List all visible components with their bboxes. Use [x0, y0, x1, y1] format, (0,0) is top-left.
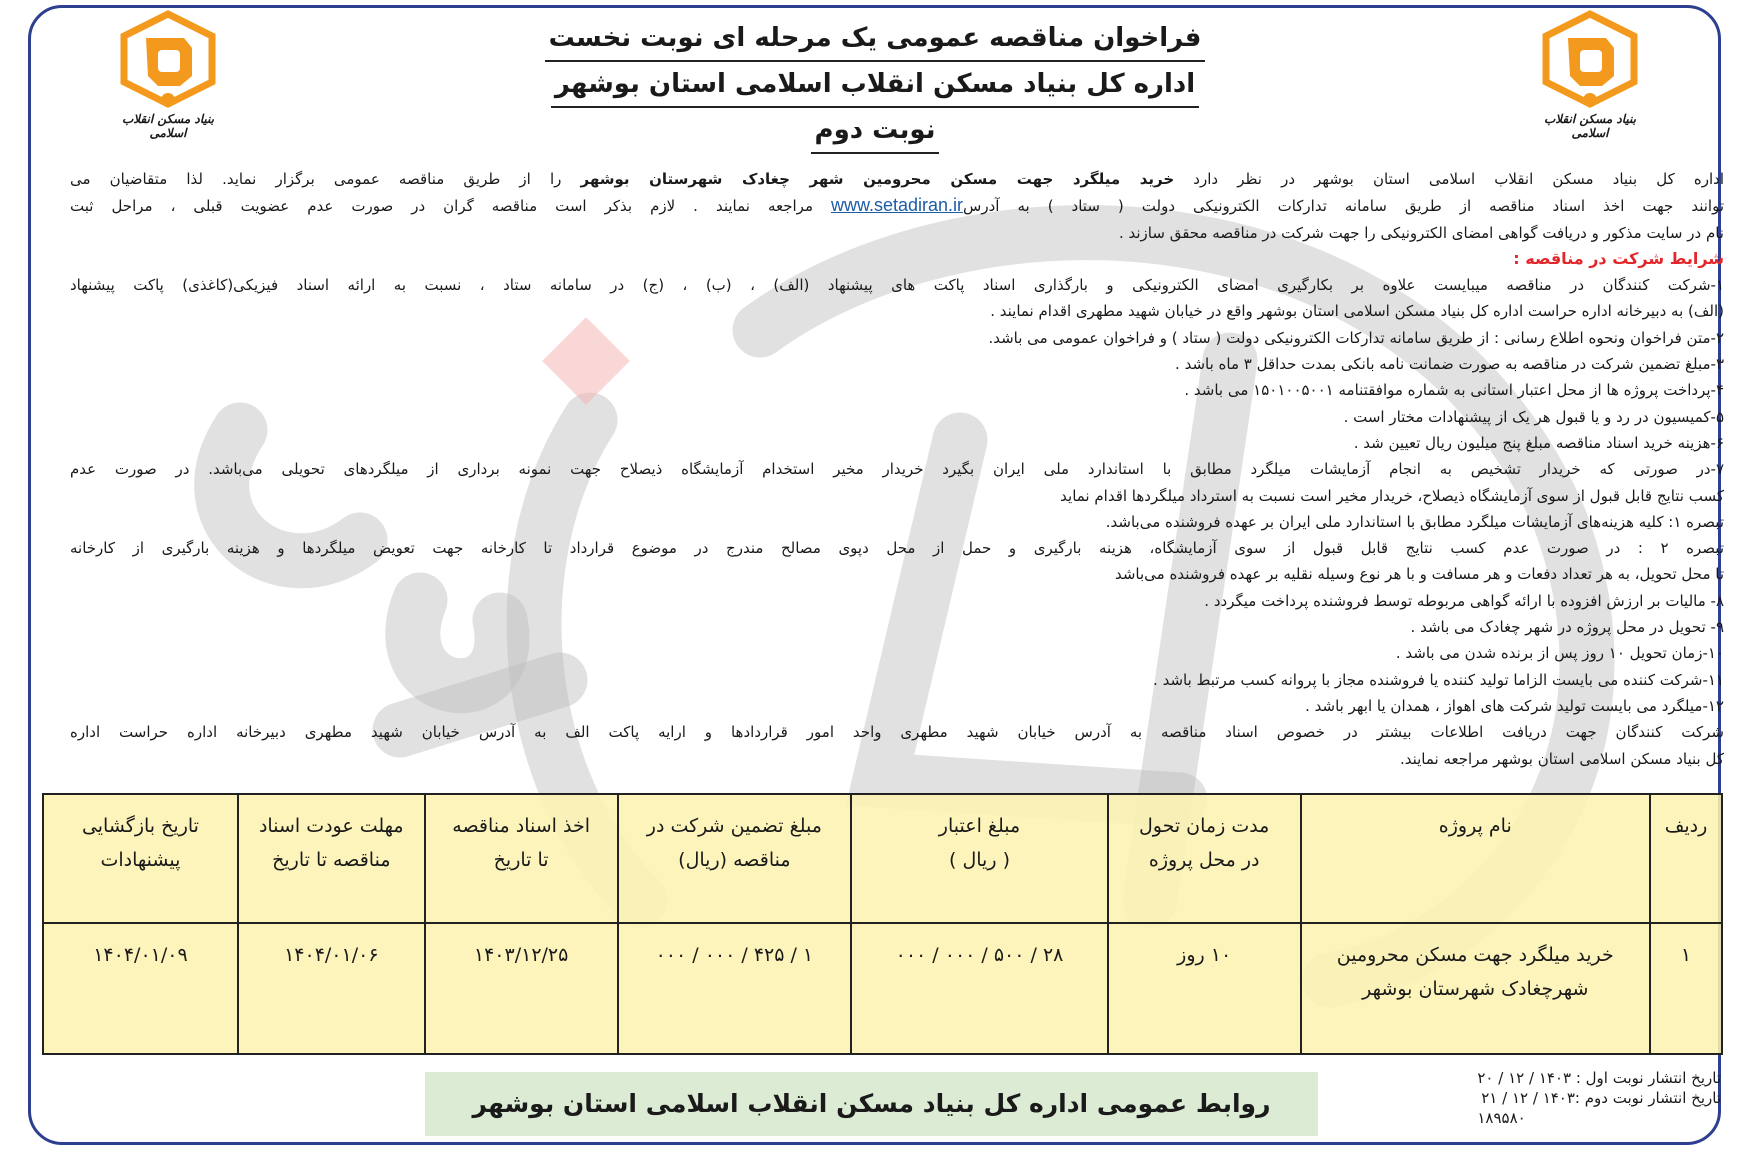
intro-text: را از طریق مناقصه عمومی برگزار نماید. لذا متقاضیان می: [70, 170, 581, 188]
logo-right: [1530, 10, 1650, 140]
contact-line: شرکت کنندگان جهت دریافت اطلاعات بیشتر در خصوص اسناد مناقصه به آدرس خیابان شهید مطهری واحد امور قراردادها و ارایه پاکت الف به آدرس خیابان شهید مطهری دبیرخانه اداره حراست اداره: [70, 723, 1724, 742]
logo-caption: بنیاد مسکن انقلاب اسلامی: [121, 112, 215, 140]
col-return-date: مهلت عودت اسناد مناقصه تا تاریخ: [238, 794, 425, 923]
col-opening-date: تاریخ بازگشایی پیشنهادات: [43, 794, 238, 923]
note-line: تبصره ۲ : در صورت عدم کسب نتایج قابل قبول از سوی آزمایشگاه، هزینه بارگیری و حمل از محل دپوی مصالح مندرج در موضوع قرارداد تا کارخانه جهت تعویض میلگردها و هزینه بارگیری از کارخانه: [70, 539, 1724, 558]
col-duration: مدت زمان تحول در محل پروژه: [1108, 794, 1301, 923]
page-title-block: [500, 16, 1250, 154]
intro-text: مراجعه نمایند . لازم بذکر است مناقصه گران در صورت عدم عضویت قبلی ، مراحل ثبت: [70, 197, 831, 216]
col-docs-date: اخذ اسناد مناقصه تا تاریخ: [425, 794, 618, 923]
logo-left: [108, 10, 228, 140]
condition-line: ۸- مالیات بر ارزش افزوده با ارائه گواهی مربوطه توسط فروشنده پرداخت میگردد .: [1204, 591, 1724, 610]
condition-line: ۹- تحویل در محل پروژه در شهر چغادک می باشد .: [1410, 618, 1724, 637]
table-row: [43, 923, 1722, 1054]
cell-docs-date: ۱۴۰۳/۱۲/۲۵: [425, 923, 618, 1054]
note-line: تبصره ۱: کلیه هزینه‌های آزمایشات میلگرد مطابق با استاندارد ملی ایران بر عهده فروشنده می‌باشد.: [1105, 512, 1724, 531]
condition-line: ۱۰-زمان تحویل ۱۰ روز پس از برنده شدن می باشد .: [1395, 644, 1724, 663]
col-row: ردیف: [1650, 794, 1722, 923]
condition-line: ۱۱-شرکت کننده می بایست الزاما تولید کننده یا فروشنده مجاز با پروانه کسب مرتبط باشد .: [1153, 670, 1724, 689]
cell-guarantee: ۱ / ۴۲۵ / ۰۰۰ / ۰۰۰: [618, 923, 852, 1054]
condition-line: ۱۲-میلگرد می بایست تولید شرکت های اهواز ، همدان یا ابهر باشد .: [1305, 696, 1724, 715]
condition-line: ۱-شرکت کنندگان در مناقصه میبایست علاوه بر بکارگیری امضای الکترونیکی و بارگذاری اسناد پاکت های پیشنهاد (الف) ، (ب) ، (ج) در سامانه ستاد ، نسبت به ارائه اسناد فیزیکی(کاغذی) پاکت پیشنهاد: [70, 276, 1724, 295]
page-subtitle: اداره کل بنیاد مسکن انقلاب اسلامی استان بوشهر: [551, 62, 1199, 108]
bonyad-maskan-logo-icon: [116, 10, 220, 110]
condition-line: ۲-متن فراخوان ونحوه اطلاع رسانی : از طریق سامانه تدارکات الکترونیکی دولت ( ستاد ) و فراخوان عمومی می باشد.: [988, 328, 1724, 347]
condition-line: ۳-مبلغ تضمین شرکت در مناقصه به صورت ضمانت نامه بانکی بمدت حداقل ۳ ماه باشد .: [1175, 355, 1724, 374]
col-guarantee: مبلغ تضمین شرکت در مناقصه (ریال): [618, 794, 852, 923]
intro-text: توانند جهت اخذ اسناد مناقصه از طریق سامانه تدارکات الکترونیکی دولت ( ستاد ) به آدرس: [963, 197, 1724, 216]
publish-dates: [1477, 1068, 1721, 1128]
condition-line: ۴-پرداخت پروژه ها از محل اعتبار استانی به شماره موافقتنامه ۱۵۰۱۰۰۵۰۰۱ می باشد .: [1184, 381, 1724, 400]
publish-date-first: تاریخ انتشار نوبت اول : ۱۴۰۳ / ۱۲ / ۲۰: [1477, 1069, 1721, 1087]
cell-credit: ۲۸ / ۵۰۰ / ۰۰۰ / ۰۰۰: [851, 923, 1108, 1054]
conditions-heading: شرایط شرکت در مناقصه :: [1513, 248, 1724, 268]
note-line: تا محل تحویل، به هر تعداد دفعات و هر مسافت و با هر نوع وسیله نقلیه بر عهده فروشنده می‌باشد: [1114, 565, 1724, 584]
cell-project-name: خرید میلگرد جهت مسکن محرومین شهرچغادک شهرستان بوشهر: [1301, 923, 1651, 1054]
condition-line: کسب نتایج قابل قبول از سوی آزمایشگاه ذیصلاح، خریدار مخیر است نسبت به استرداد میلگردها اقدام نماید: [1060, 486, 1724, 505]
col-credit: مبلغ اعتبار ( ریال ): [851, 794, 1108, 923]
tender-table: [42, 793, 1723, 1055]
condition-line: ۵-کمیسیون در رد و یا قبول هر یک از پیشنهادات مختار است .: [1343, 407, 1724, 426]
intro-line: نام در سایت مذکور و دریافت گواهی امضای الکترونیکی را جهت شرکت در مناقصه محقق سازند .: [1118, 223, 1724, 242]
condition-line: (الف) به دبیرخانه اداره حراست اداره کل بنیاد مسکن اسلامی استان بوشهر واقع در خیابان شهید مطهری اقدام نمایند .: [990, 302, 1724, 321]
table-header-row: [43, 794, 1722, 923]
col-project-name: نام پروژه: [1301, 794, 1651, 923]
setadiran-link[interactable]: www.setadiran.ir: [831, 195, 964, 216]
round-label: نوبت دوم: [811, 108, 940, 154]
intro-line: [70, 192, 1724, 219]
contact-line: کل بنیاد مسکن اسلامی استان بوشهر مراجعه نمایند.: [1399, 749, 1724, 768]
condition-line: ۶-هزینه خرید اسناد مناقصه مبلغ پنج میلیون ریال تعیین شد .: [1353, 433, 1724, 452]
cell-duration: ۱۰ روز: [1108, 923, 1301, 1054]
public-relations-banner: روابط عمومی اداره کل بنیاد مسکن انقلاب اسلامی استان بوشهر: [425, 1072, 1318, 1136]
ad-code: ۱۸۹۵۸۰: [1477, 1109, 1526, 1127]
project-subject: خرید میلگرد جهت مسکن محرومین شهر چغادک شهرستان بوشهر: [580, 170, 1175, 188]
publish-date-second: تاریخ انتشار نوبت دوم :۱۴۰۳ / ۱۲ / ۲۱: [1481, 1089, 1721, 1107]
intro-text: اداره کل بنیاد مسکن انقلاب اسلامی استان بوشهر در نظر دارد: [1174, 170, 1724, 188]
logo-caption: بنیاد مسکن انقلاب اسلامی: [1543, 112, 1637, 140]
cell-opening-date: ۱۴۰۴/۰۱/۰۹: [43, 923, 238, 1054]
bonyad-maskan-logo-icon: [1538, 10, 1642, 110]
condition-line: ۷-در صورتی که خریدار تشخیص به انجام آزمایشات میلگرد مطابق با استاندارد ملی ایران بگیرد خریدار مخیر استخدام آزمایشگاه ذیصلاح جهت نمونه برداری از میلگردهای تحویلی می‌باشد. در صورت عدم: [70, 460, 1724, 479]
page-title: فراخوان مناقصه عمومی یک مرحله ای نوبت نخست: [545, 16, 1206, 62]
announcement-body: [70, 166, 1724, 772]
cell-row: ۱: [1650, 923, 1722, 1054]
intro-line: [70, 166, 1724, 192]
cell-return-date: ۱۴۰۴/۰۱/۰۶: [238, 923, 425, 1054]
